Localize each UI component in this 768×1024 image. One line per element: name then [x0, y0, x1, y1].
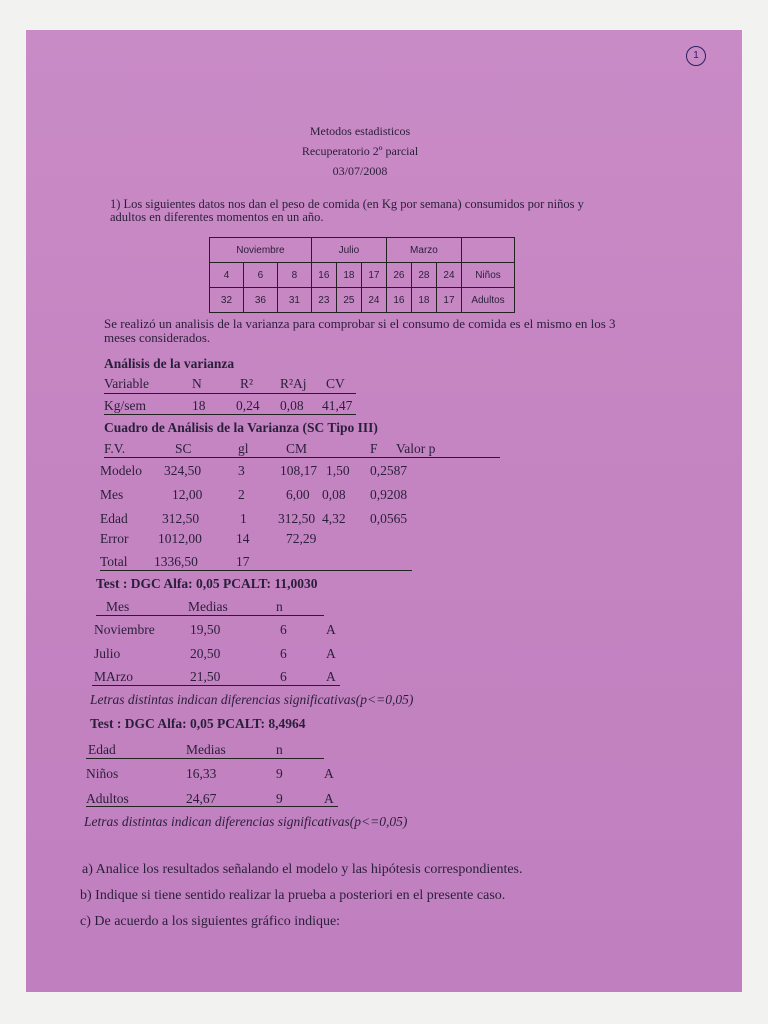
rule-line — [104, 393, 356, 394]
summary-header: R²Aj — [280, 376, 307, 391]
anova-cell: 3 — [238, 463, 245, 478]
summary-header: Variable — [104, 376, 149, 391]
table-cell: 23 — [311, 288, 336, 313]
summary-value: 0,24 — [236, 398, 260, 413]
table-cell: 25 — [336, 288, 361, 313]
test-cell: 21,50 — [190, 669, 221, 684]
test-cell: 6 — [280, 622, 287, 637]
test-header: Medias — [186, 742, 226, 757]
table-cell: 18 — [411, 288, 436, 313]
test-cell: Noviembre — [94, 622, 155, 637]
month-header: Noviembre — [210, 238, 312, 263]
test-cell: MArzo — [94, 669, 133, 684]
anova-title: Análisis de la varianza — [104, 356, 235, 371]
anova-cell: 1,50 — [326, 463, 350, 478]
test-cell: 19,50 — [190, 622, 221, 637]
course-title: Metodos estadisticos — [309, 124, 411, 138]
rule-line — [96, 615, 324, 616]
test-cell: 6 — [280, 669, 287, 684]
anova-cell: 6,00 — [286, 487, 310, 502]
question-a: a) Analice los resultados señalando el modelo y las hipótesis correspondientes. — [82, 862, 523, 877]
table-row — [210, 238, 515, 263]
table-cell: 28 — [411, 263, 436, 288]
rule-line — [100, 570, 412, 571]
rule-line — [92, 685, 340, 686]
anova-cell: 14 — [236, 531, 250, 546]
anova-cell: Modelo — [100, 463, 142, 478]
table-cell: 31 — [277, 288, 311, 313]
anova-cell: 312,50 — [278, 511, 316, 526]
table-cell: 26 — [386, 263, 411, 288]
table-cell: 6 — [243, 263, 277, 288]
row-label: Adultos — [462, 288, 515, 313]
table-cell: 24 — [361, 288, 386, 313]
anova-cell: Edad — [100, 511, 128, 526]
test-cell: Niños — [86, 766, 119, 781]
test-cell: Julio — [94, 646, 121, 661]
anova-cell: 1336,50 — [154, 554, 198, 569]
anova-header: CM — [286, 441, 308, 456]
test-edad-title: Test : DGC Alfa: 0,05 PCALT: 8,4964 — [90, 716, 306, 731]
row-label: Niños — [462, 263, 515, 288]
question-1-text: 1) Los siguientes datos nos dan el peso de comida (en Kg por semana) consumidos por niños y adultos en diferentes momentos en un año. — [110, 197, 584, 224]
anova-cell: 108,17 — [280, 463, 318, 478]
test-cell: Adultos — [86, 791, 129, 806]
test-cell: 9 — [276, 766, 283, 781]
table-cell: 16 — [311, 263, 336, 288]
exam-date: 03/07/2008 — [332, 164, 388, 178]
anova-cell: 2 — [238, 487, 245, 502]
test-header: Mes — [106, 599, 130, 614]
table-cell: 17 — [436, 288, 461, 313]
anova-cell: 324,50 — [164, 463, 202, 478]
anova-cell: 1012,00 — [158, 531, 202, 546]
table-row — [210, 288, 515, 313]
table-row — [210, 263, 515, 288]
anova-cell: Mes — [100, 487, 124, 502]
anova-cell: 0,9208 — [370, 487, 408, 502]
question-c: c) De acuerdo a los siguientes gráfico indique: — [80, 914, 341, 929]
anova-cell: 1 — [240, 511, 247, 526]
test-header: Medias — [188, 599, 228, 614]
test-header: n — [276, 742, 283, 757]
summary-header: CV — [326, 376, 345, 391]
test-cell: A — [324, 766, 334, 781]
anova-header: Valor p — [396, 441, 436, 456]
summary-value: 41,47 — [322, 398, 353, 413]
table-cell: 4 — [210, 263, 244, 288]
rule-line — [104, 457, 500, 458]
anova-cell: Total — [100, 554, 128, 569]
test-cell: A — [326, 622, 336, 637]
table-cell: 8 — [277, 263, 311, 288]
table-cell: 16 — [386, 288, 411, 313]
summary-header: N — [192, 376, 202, 391]
table-cell: 36 — [243, 288, 277, 313]
anova-intro: Se realizó un analisis de la varianza para comprobar si el consumo de comida es el mismo en los 3 meses considerados. — [104, 316, 616, 345]
summary-header: R² — [240, 376, 254, 391]
summary-value: Kg/sem — [104, 398, 146, 413]
anova-cell: 12,00 — [172, 487, 203, 502]
anova-cell: 0,08 — [322, 487, 346, 502]
month-header: Marzo — [386, 238, 461, 263]
rule-line — [104, 414, 356, 415]
test-cell: 20,50 — [190, 646, 221, 661]
anova-cell: 0,0565 — [370, 511, 408, 526]
consumption-data-table — [209, 237, 515, 313]
table-cell — [462, 238, 515, 263]
anova-header: F — [370, 441, 378, 456]
table-cell: 32 — [210, 288, 244, 313]
test-mes-title: Test : DGC Alfa: 0,05 PCALT: 11,0030 — [96, 576, 318, 591]
month-header: Julio — [311, 238, 386, 263]
test-cell: 16,33 — [186, 766, 217, 781]
anova-table-title: Cuadro de Análisis de la Varianza (SC Tipo III) — [104, 420, 378, 435]
test-cell: 24,67 — [186, 791, 217, 806]
test-cell: 6 — [280, 646, 287, 661]
test-mes-note: Letras distintas indican diferencias significativas(p<=0,05) — [90, 692, 414, 707]
summary-value: 0,08 — [280, 398, 304, 413]
anova-cell: 0,2587 — [370, 463, 408, 478]
test-cell: A — [326, 669, 336, 684]
page-number-badge: 1 — [686, 46, 706, 66]
test-cell: 9 — [276, 791, 283, 806]
anova-header: gl — [238, 441, 249, 456]
table-cell: 17 — [361, 263, 386, 288]
test-header: n — [276, 599, 283, 614]
anova-cell: 312,50 — [162, 511, 200, 526]
anova-cell: 4,32 — [322, 511, 346, 526]
anova-header: F.V. — [104, 441, 126, 456]
anova-cell: 72,29 — [286, 531, 317, 546]
table-cell: 24 — [436, 263, 461, 288]
test-header: Edad — [88, 742, 116, 757]
anova-cell: 17 — [236, 554, 250, 569]
rule-line — [86, 806, 338, 807]
rule-line — [86, 758, 324, 759]
test-cell: A — [324, 791, 334, 806]
question-b: b) Indique si tiene sentido realizar la prueba a posteriori en el presente caso. — [80, 888, 506, 903]
anova-cell: Error — [100, 531, 129, 546]
exam-title: Recuperatorio 2º parcial — [301, 144, 419, 158]
anova-header: SC — [175, 441, 192, 456]
table-cell: 18 — [336, 263, 361, 288]
test-edad-note: Letras distintas indican diferencias significativas(p<=0,05) — [84, 814, 408, 829]
test-cell: A — [326, 646, 336, 661]
summary-value: 18 — [192, 398, 206, 413]
